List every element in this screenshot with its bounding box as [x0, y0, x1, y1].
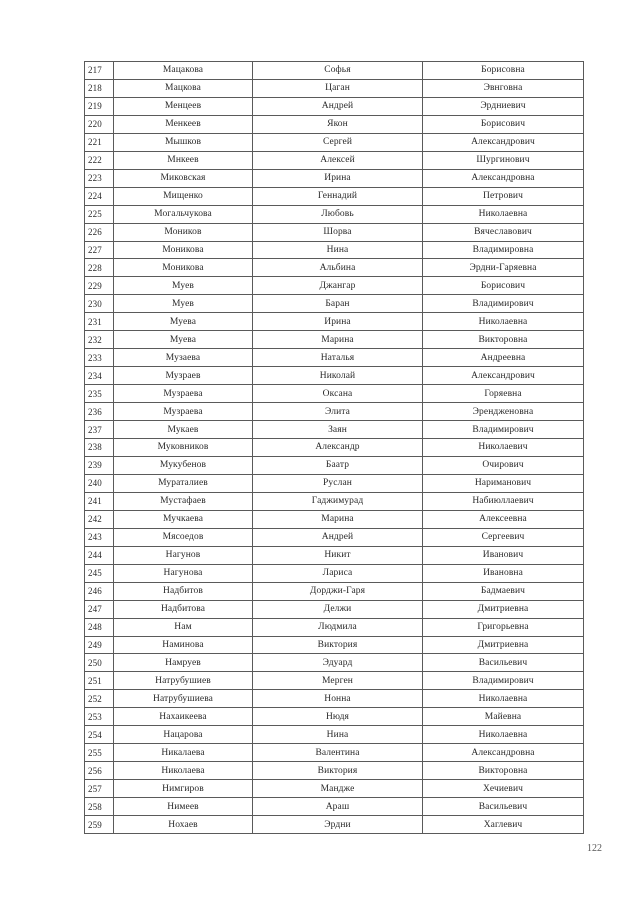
- table-row: [85, 564, 584, 582]
- first-name-cell: Баатр: [253, 456, 423, 474]
- table-row: [85, 600, 584, 618]
- table-row: [85, 546, 584, 564]
- surname-cell: Натрубушиев: [114, 672, 253, 690]
- patronymic-cell: Алексеевна: [423, 510, 584, 528]
- row-number-cell: 249: [85, 636, 114, 654]
- patronymic-cell: Николаевна: [423, 205, 584, 223]
- first-name-cell: Араш: [253, 798, 423, 816]
- first-name-cell: Андрей: [253, 528, 423, 546]
- row-number-cell: 236: [85, 403, 114, 421]
- patronymic-cell: Иванович: [423, 546, 584, 564]
- row-number-cell: 238: [85, 439, 114, 457]
- row-number-cell: 228: [85, 259, 114, 277]
- table-row: [85, 474, 584, 492]
- surname-cell: Мукубенов: [114, 456, 253, 474]
- patronymic-cell: Бадмаевич: [423, 582, 584, 600]
- patronymic-cell: Владимирович: [423, 672, 584, 690]
- table-row: [85, 169, 584, 187]
- table-row: [85, 295, 584, 313]
- row-number-cell: 234: [85, 367, 114, 385]
- row-number-cell: 226: [85, 223, 114, 241]
- patronymic-cell: Григорьевна: [423, 618, 584, 636]
- table-row: [85, 115, 584, 133]
- first-name-cell: Марина: [253, 510, 423, 528]
- surname-cell: Нацарова: [114, 726, 253, 744]
- surname-cell: Музраев: [114, 367, 253, 385]
- first-name-cell: Любовь: [253, 205, 423, 223]
- surname-cell: Мышков: [114, 133, 253, 151]
- table-row: [85, 780, 584, 798]
- patronymic-cell: Горяевна: [423, 385, 584, 403]
- patronymic-cell: Вячеславович: [423, 223, 584, 241]
- row-number-cell: 245: [85, 564, 114, 582]
- row-number-cell: 239: [85, 456, 114, 474]
- patronymic-cell: Петрович: [423, 187, 584, 205]
- table-row: [85, 744, 584, 762]
- row-number-cell: 247: [85, 600, 114, 618]
- first-name-cell: Оксана: [253, 385, 423, 403]
- first-name-cell: Мандже: [253, 780, 423, 798]
- row-number-cell: 235: [85, 385, 114, 403]
- row-number-cell: 246: [85, 582, 114, 600]
- surname-cell: Нахаикеева: [114, 708, 253, 726]
- table-row: [85, 762, 584, 780]
- surname-cell: Надбитова: [114, 600, 253, 618]
- patronymic-cell: Ивановна: [423, 564, 584, 582]
- patronymic-cell: Эрдниевич: [423, 97, 584, 115]
- table-row: [85, 421, 584, 439]
- table-row: [85, 205, 584, 223]
- surname-cell: Николаева: [114, 762, 253, 780]
- table-row: [85, 439, 584, 457]
- first-name-cell: Нюдя: [253, 708, 423, 726]
- row-number-cell: 259: [85, 816, 114, 834]
- row-number-cell: 223: [85, 169, 114, 187]
- surname-cell: Менцеев: [114, 97, 253, 115]
- table-row: [85, 385, 584, 403]
- row-number-cell: 225: [85, 205, 114, 223]
- row-number-cell: 224: [85, 187, 114, 205]
- first-name-cell: Альбина: [253, 259, 423, 277]
- surname-cell: Нагунов: [114, 546, 253, 564]
- first-name-cell: Софья: [253, 62, 423, 80]
- patronymic-cell: Владимирович: [423, 421, 584, 439]
- first-name-cell: Джангар: [253, 277, 423, 295]
- surname-cell: Мучкаева: [114, 510, 253, 528]
- first-name-cell: Гаджимурад: [253, 492, 423, 510]
- row-number-cell: 251: [85, 672, 114, 690]
- patronymic-cell: Хаглевич: [423, 816, 584, 834]
- patronymic-cell: Викторовна: [423, 331, 584, 349]
- surname-cell: Мясоедов: [114, 528, 253, 546]
- surname-cell: Моникова: [114, 241, 253, 259]
- patronymic-cell: Васильевич: [423, 798, 584, 816]
- first-name-cell: Виктория: [253, 636, 423, 654]
- surname-cell: Нимгиров: [114, 780, 253, 798]
- row-number-cell: 242: [85, 510, 114, 528]
- first-name-cell: Сергей: [253, 133, 423, 151]
- surname-cell: Натрубушиева: [114, 690, 253, 708]
- row-number-cell: 241: [85, 492, 114, 510]
- first-name-cell: Нина: [253, 241, 423, 259]
- first-name-cell: Наталья: [253, 349, 423, 367]
- table-row: [85, 618, 584, 636]
- surname-cell: Нагунова: [114, 564, 253, 582]
- first-name-cell: Шорва: [253, 223, 423, 241]
- row-number-cell: 248: [85, 618, 114, 636]
- surname-cell: Мнкеев: [114, 151, 253, 169]
- patronymic-cell: Борисовна: [423, 62, 584, 80]
- table-row: [85, 313, 584, 331]
- table-row: [85, 97, 584, 115]
- patronymic-cell: Николаевич: [423, 439, 584, 457]
- first-name-cell: Андрей: [253, 97, 423, 115]
- row-number-cell: 254: [85, 726, 114, 744]
- table-row: [85, 708, 584, 726]
- patronymic-cell: Николаевна: [423, 690, 584, 708]
- first-name-cell: Эдуард: [253, 654, 423, 672]
- patronymic-cell: Владимирович: [423, 295, 584, 313]
- first-name-cell: Заян: [253, 421, 423, 439]
- row-number-cell: 229: [85, 277, 114, 295]
- row-number-cell: 250: [85, 654, 114, 672]
- first-name-cell: Лариса: [253, 564, 423, 582]
- first-name-cell: Руслан: [253, 474, 423, 492]
- row-number-cell: 237: [85, 421, 114, 439]
- surname-cell: Музраева: [114, 385, 253, 403]
- row-number-cell: 231: [85, 313, 114, 331]
- name-list-table: [84, 61, 584, 834]
- table-row: [85, 187, 584, 205]
- first-name-cell: Николай: [253, 367, 423, 385]
- first-name-cell: Никит: [253, 546, 423, 564]
- surname-cell: Миковская: [114, 169, 253, 187]
- table-row: [85, 403, 584, 421]
- patronymic-cell: Майевна: [423, 708, 584, 726]
- table-row: [85, 528, 584, 546]
- surname-cell: Моников: [114, 223, 253, 241]
- patronymic-cell: Александрович: [423, 133, 584, 151]
- surname-cell: Муев: [114, 277, 253, 295]
- patronymic-cell: Набиюллаевич: [423, 492, 584, 510]
- surname-cell: Мукаев: [114, 421, 253, 439]
- row-number-cell: 252: [85, 690, 114, 708]
- table-row: [85, 654, 584, 672]
- first-name-cell: Дорджи-Гаря: [253, 582, 423, 600]
- surname-cell: Могальчукова: [114, 205, 253, 223]
- patronymic-cell: Владимировна: [423, 241, 584, 259]
- patronymic-cell: Александрович: [423, 367, 584, 385]
- patronymic-cell: Хечиевич: [423, 780, 584, 798]
- table-row: [85, 259, 584, 277]
- surname-cell: Мураталиев: [114, 474, 253, 492]
- first-name-cell: Геннадий: [253, 187, 423, 205]
- patronymic-cell: Эрдни-Гаряевна: [423, 259, 584, 277]
- first-name-cell: Ирина: [253, 313, 423, 331]
- surname-cell: Музаева: [114, 349, 253, 367]
- row-number-cell: 221: [85, 133, 114, 151]
- row-number-cell: 217: [85, 62, 114, 80]
- surname-cell: Никалаева: [114, 744, 253, 762]
- row-number-cell: 230: [85, 295, 114, 313]
- table-row: [85, 367, 584, 385]
- row-number-cell: 244: [85, 546, 114, 564]
- first-name-cell: Валентина: [253, 744, 423, 762]
- row-number-cell: 232: [85, 331, 114, 349]
- patronymic-cell: Борисович: [423, 115, 584, 133]
- first-name-cell: Эрдни: [253, 816, 423, 834]
- patronymic-cell: Александровна: [423, 169, 584, 187]
- table-row: [85, 510, 584, 528]
- row-number-cell: 227: [85, 241, 114, 259]
- first-name-cell: Ирина: [253, 169, 423, 187]
- table-row: [85, 726, 584, 744]
- row-number-cell: 219: [85, 97, 114, 115]
- row-number-cell: 218: [85, 79, 114, 97]
- row-number-cell: 258: [85, 798, 114, 816]
- patronymic-cell: Дмитриевна: [423, 636, 584, 654]
- surname-cell: Мищенко: [114, 187, 253, 205]
- surname-cell: Музраева: [114, 403, 253, 421]
- patronymic-cell: Нариманович: [423, 474, 584, 492]
- patronymic-cell: Николаевна: [423, 726, 584, 744]
- first-name-cell: Нина: [253, 726, 423, 744]
- row-number-cell: 257: [85, 780, 114, 798]
- patronymic-cell: Викторовна: [423, 762, 584, 780]
- table-row: [85, 151, 584, 169]
- table-row: [85, 241, 584, 259]
- first-name-cell: Нонна: [253, 690, 423, 708]
- patronymic-cell: Дмитриевна: [423, 600, 584, 618]
- row-number-cell: 233: [85, 349, 114, 367]
- surname-cell: Мацкова: [114, 79, 253, 97]
- patronymic-cell: Сергеевич: [423, 528, 584, 546]
- patronymic-cell: Александровна: [423, 744, 584, 762]
- surname-cell: Муковников: [114, 439, 253, 457]
- surname-cell: Намруев: [114, 654, 253, 672]
- surname-cell: Муева: [114, 331, 253, 349]
- surname-cell: Нохаев: [114, 816, 253, 834]
- patronymic-cell: Эрендженовна: [423, 403, 584, 421]
- table-row: [85, 331, 584, 349]
- first-name-cell: Делжи: [253, 600, 423, 618]
- page-number: 122: [587, 843, 602, 854]
- patronymic-cell: Васильевич: [423, 654, 584, 672]
- first-name-cell: Марина: [253, 331, 423, 349]
- surname-cell: Наминова: [114, 636, 253, 654]
- table-row: [85, 690, 584, 708]
- first-name-cell: Людмила: [253, 618, 423, 636]
- table-row: [85, 456, 584, 474]
- table-row: [85, 672, 584, 690]
- first-name-cell: Александр: [253, 439, 423, 457]
- surname-cell: Надбитов: [114, 582, 253, 600]
- table-row: [85, 62, 584, 80]
- surname-cell: Моникова: [114, 259, 253, 277]
- first-name-cell: Алексей: [253, 151, 423, 169]
- first-name-cell: Мерген: [253, 672, 423, 690]
- patronymic-cell: Очирович: [423, 456, 584, 474]
- first-name-cell: Баран: [253, 295, 423, 313]
- table-row: [85, 798, 584, 816]
- surname-cell: Муева: [114, 313, 253, 331]
- row-number-cell: 253: [85, 708, 114, 726]
- patronymic-cell: Андреевна: [423, 349, 584, 367]
- patronymic-cell: Николаевна: [423, 313, 584, 331]
- table-row: [85, 133, 584, 151]
- patronymic-cell: Шургинович: [423, 151, 584, 169]
- surname-cell: Нимеев: [114, 798, 253, 816]
- patronymic-cell: Борисович: [423, 277, 584, 295]
- row-number-cell: 255: [85, 744, 114, 762]
- first-name-cell: Цаган: [253, 79, 423, 97]
- row-number-cell: 243: [85, 528, 114, 546]
- first-name-cell: Виктория: [253, 762, 423, 780]
- surname-cell: Менкеев: [114, 115, 253, 133]
- row-number-cell: 256: [85, 762, 114, 780]
- surname-cell: Мацакова: [114, 62, 253, 80]
- row-number-cell: 220: [85, 115, 114, 133]
- patronymic-cell: Эвнговна: [423, 79, 584, 97]
- first-name-cell: Элита: [253, 403, 423, 421]
- table-row: [85, 492, 584, 510]
- table-row: [85, 582, 584, 600]
- table-row: [85, 223, 584, 241]
- table-row: [85, 277, 584, 295]
- row-number-cell: 222: [85, 151, 114, 169]
- surname-cell: Нам: [114, 618, 253, 636]
- surname-cell: Мустафаев: [114, 492, 253, 510]
- table-row: [85, 636, 584, 654]
- first-name-cell: Якон: [253, 115, 423, 133]
- table-row: [85, 79, 584, 97]
- table-row: [85, 349, 584, 367]
- table-body: [85, 62, 584, 834]
- table-row: [85, 816, 584, 834]
- row-number-cell: 240: [85, 474, 114, 492]
- surname-cell: Муев: [114, 295, 253, 313]
